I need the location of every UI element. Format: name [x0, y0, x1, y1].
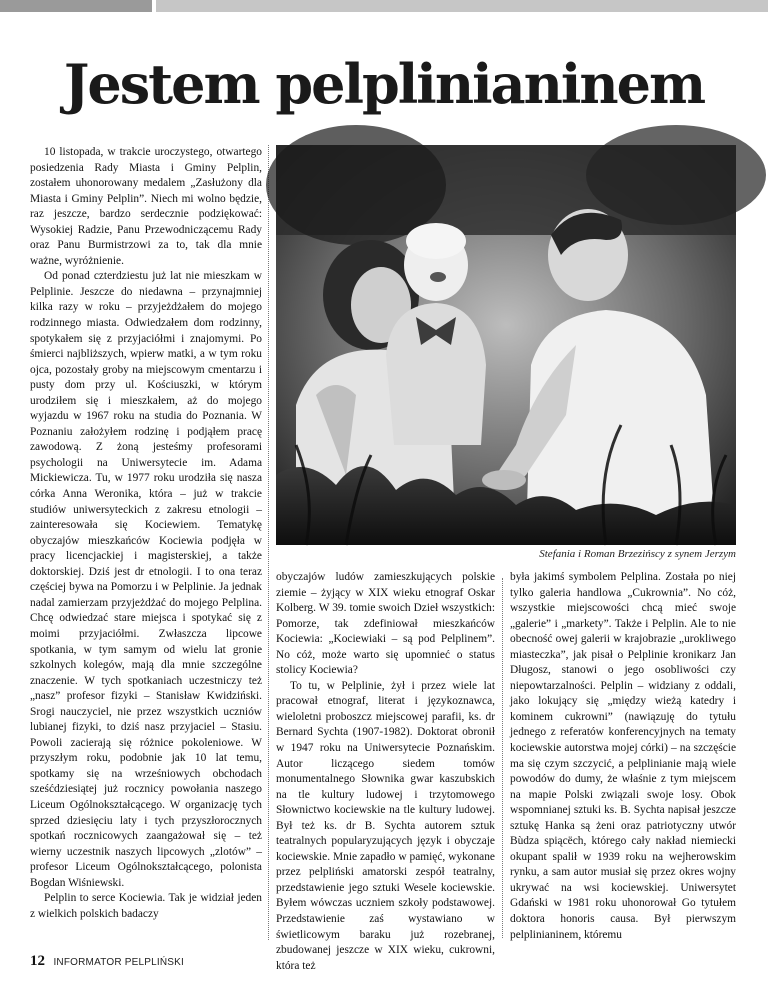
- paragraph: Pelplin to serce Kociewia. Tak je widział jeden z wielkich polskich badaczy: [30, 892, 262, 920]
- column-divider: [502, 578, 503, 938]
- top-bar-light: [156, 0, 768, 12]
- photo-caption: Stefania i Roman Brzezińscy z synem Jerzym: [539, 548, 736, 560]
- column-divider: [268, 145, 269, 940]
- paragraph: To tu, w Pelplinie, żył i przez wiele lat pracował etnograf, literat i językoznawca, wieloletni proboszcz miejscowej parafii, ks. dr Bernard Sychta (1907-1982). Doktorat obronił w 1947 roku na Uniwersytecie Poznańskim. Autor liczącego siedem tomów monumentalnego Słownika gwar kaszubskich na tle kultury ludowej i trzytomowego Słownictwo kociewskie na tle kultury ludowej. Był też ks. dr B. Sychta autorem sztuk teatralnych popularyzujących język i obyczaje kociewskie. Mnie zapadło w pamięć, wykonane przez pelpliński amatorski zespół teatralny, przedstawienie jego sztuki Wesele kociewskie. Byłem wówczas uczniem szkoły podstawowej. Przedstawienie zaś wystawiano w świetlicowym baraku już rozebranej, zbudowanej jeszcze w XIX wieku, cukrowni, która też: [276, 679, 495, 972]
- paragraph: była jakimś symbolem Pelplina. Została po niej tylko galeria handlowa „Cukrownia”. No cóż, wszystkie miejscowości chcą mieć swoje „galerie” i „markety”. Także i Pelplin. Ale to nie obecność owej galerii w krajobrazie „urokliwego miasteczka”, jak pisał o Pelplinie kronikarz Jan Długosz, stanowi o jego osobliwości czy niepowtarzalności. Pelplin – widziany z oddali, jako lokujący się „między wieżą katedry i kominem cukrowni” (nawiązuję do tytułu jednego z referatów konferencyjnych na tematy kociewskie autorstwa mojej córki) – na szczęście ma się czym szczycić, a pelplinianie mają wiele powodów do dumy, że właśnie z tym miejscem na mapie Polski związali swoje losy. Obok wspomnianej sztuki ks. B. Sychta napisał jeszcze sztukę Hanka są żeni oraz patriotyczny utwór Bùdza spiącëch, którego cały nakład niemiecki okupant spalił w 1939 roku na wejherowskim rynku, a sam autor musiał się przez okres wojny ukrywać na wsi kociewskiej. Uniwersytet Gdański w 1981 roku uhonorował Go tytułem doktora honoris causa. Był pierwszym pelplinianinem, któremu: [510, 571, 736, 941]
- page-footer: [30, 952, 184, 970]
- text-column-3: [510, 570, 736, 950]
- text-column-1: [30, 145, 262, 935]
- paragraph: Od ponad czterdziestu już lat nie mieszkam w Pelplinie. Jeszcze do niedawna – przynajmniej kilka razy w roku – przyjeżdżałem do mojego rodzinnego miasta. Odwiedzałem dom rodzinny, spotykałem się z przyjaciółmi i znajomymi. Po śmierci najbliższych, wpierw matki, a w tym roku ojca, pozostały groby na miejscowym cmentarzu i pusty dom przy ul. Kościuszki, w którym urodziłem się i mieszkałem, aż do mojego wyjazdu w 1967 roku na studia do Poznania. W Poznaniu założyłem rodzinę i podjąłem pracę zawodową. Z żoną jesteśmy profesorami psychologii na Uniwersytecie im. Adama Mickiewicza. Tu, w 1977 roku urodziła się nasza córka Anna Weronika, która – już w trakcie studiów uniwersyteckich z zakresu etnologii – zainteresowała się Kociewiem. Tematykę obyczajów mieszkańców Kociewia podjęła w pracy licencjackiej i magisterskiej, a także doktorskiej. Dziś jest dr etnologii. I to ona teraz częściej bywa na Pomorzu i w Pelplinie. Ja jednak nadal zamierzam przyjeżdżać do mojego Pelplina. Chcę odwiedzać stare miejsca i spotykać się z moimi przyjaciółmi. Zwłaszcza lipcowe spotkania, w tym samym od wielu lat gronie szkolnych kolegów, mają dla mnie szczególne znaczenie. W tych spotkaniach uczestniczy też „nasz” profesor fizyki – Stanisław Kwidziński. Srogi nauczyciel, nie przez wszystkich uczniów lubianej fizyki, to dziś nasz przyjaciel – Stasiu. Powoli zacierają się różnice pokoleniowe. W przyszłym roku, podobnie jak 10 lat temu, spotkamy się na wrześniowych obchodach sześćdziesiątej już rocznicy powołania naszego Liceum Ogólnokształcącego. W organizację tych sprzed dziesięciu laty i tych przyszłorocznych spotkań rocznicowych zaangażował się – też wierny uczestnik naszych lipcowych „zlotów” – profesor Liceum Ogólnokształcącego, polonista Bogdan Wiśniewski.: [30, 270, 262, 889]
- text-column-2: [276, 570, 495, 972]
- paragraph: obyczajów ludów zamieszkujących polskie ziemie – żyjący w XIX wieku etnograf Oskar Kolberg. W 39. tomie swoich Dzieł wszystkich: Pomorze, tak zdefiniował mieszkańców Kociewia: „Kociewiaki – są pod Pelplinem”. No cóż, może warto się upomnieć o status stolicy Kociewia?: [276, 571, 495, 677]
- page-number: 12: [30, 953, 45, 969]
- article-title: Jestem pelplinianinem: [63, 52, 705, 116]
- paragraph: 10 listopada, w trakcie uroczystego, otwartego posiedzenia Rady Miasta i Gminy Pelplin, zostałem uhonorowany medalem „Zasłużony dla Miasta i Gminy Pelplin”. Niech mi wolno będzie, raz jeszcze, bardzo serdecznie podziękować: Wysokiej Radzie, Panu Przewodniczącemu Rady oraz Panu Burmistrzowi za to, tak dla mnie ważne, wyróżnienie.: [30, 146, 262, 267]
- top-bar-dark: [0, 0, 152, 12]
- magazine-name: INFORMATOR PELPLIŃSKI: [53, 957, 184, 968]
- family-photo: [276, 145, 736, 545]
